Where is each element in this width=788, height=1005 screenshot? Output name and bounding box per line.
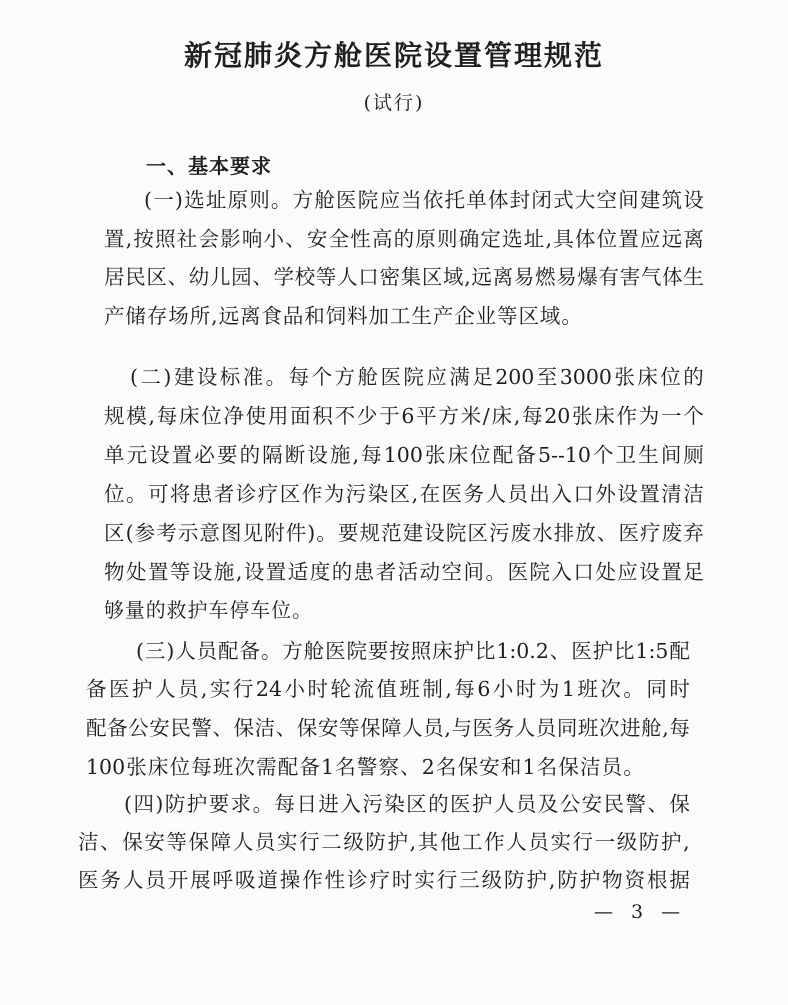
body-line: 够 量 的 救 护 车 停 车 位 。 xyxy=(104,599,312,622)
body-line: 规 模 , 每 床 位 净 使 用 面 积 不 少 于 6 平 方 米 / 床 , 每 20 张 床 作 为 一 个 xyxy=(104,404,704,428)
document-title: 新冠肺炎方舱医院设置管理规范 xyxy=(183,39,604,72)
body-line: 区 ( 参 考 示 意 图 见 附 件 ) 。 要 规 范 建 设 院 区 污 废 水 排 放 、 医 疗 废 弃 xyxy=(104,521,704,545)
body-line: 位 。 可 将 患 者 诊 疗 区 作 为 污 染 区 , 在 医 务 人 员 出 入 口 外 设 置 清 洁 xyxy=(104,482,704,506)
body-line: ( 一 ) 选 址 原 则 。 方 舱 医 院 应 当 依 托 单 体 封 闭 式 大 空 间 建 筑 设 xyxy=(144,188,704,212)
body-line: ( 四 ) 防 护 要 求 。 每 日 进 入 污 染 区 的 医 护 人 员 及 公 安 民 警 、 保 xyxy=(124,792,690,816)
document-subtitle: (试行) xyxy=(363,92,425,114)
body-line: ( 三 ) 人 员 配 备 。 方 舱 医 院 要 按 照 床 护 比 1:0.2 、 医 护 比 1:5 配 xyxy=(136,639,690,663)
page-number: — 3 — xyxy=(594,901,687,923)
body-line: 洁 、 保 安 等 保 障 人 员 实 行 二 级 防 护 , 其 他 工 作 人 员 实 行 一 级 防 护 , xyxy=(78,830,690,854)
body-line: 配 备 公 安 民 警 、 保 洁 、 保 安 等 保 障 人 员 , 与 医 务 人 员 同 班 次 进 舱 , 每 xyxy=(86,716,690,740)
body-line: ( 二 ) 建 设 标 准 。 每 个 方 舱 医 院 应 满 足 200 至 3000 张 床 位 的 xyxy=(130,365,704,389)
body-line: 置 , 按 照 社 会 影 响 小 、 安 全 性 高 的 原 则 确 定 选 址 , 具 体 位 置 应 远 离 xyxy=(104,227,704,251)
section-heading: 一、基本要求 xyxy=(146,154,272,178)
body-line: 医 务 人 员 开 展 呼 吸 道 操 作 性 诊 疗 时 实 行 三 级 防 护 , 防 护 物 资 根 据 xyxy=(78,868,690,892)
body-line: 备 医 护 人 员 , 实 行 24 小 时 轮 流 值 班 制 , 每 6 小 时 为 1 班 次 。 同 时 xyxy=(86,677,690,701)
body-line: 单 元 设 置 必 要 的 隔 断 设 施 , 每 100 张 床 位 配 备 5--10 个 卫 生 间 厕 xyxy=(104,443,704,467)
body-line: 100 张 床 位 每 班 次 需 配 备 1 名 警 察 、 2 名 保 安 和 1 名 保 洁 员 。 xyxy=(86,755,644,779)
body-line: 物 处 置 等 设 施 , 设 置 适 度 的 患 者 活 动 空 间 。 医 院 入 口 处 应 设 置 足 xyxy=(104,560,704,584)
body-line: 产 储 存 场 所 , 远 离 食 品 和 饲 料 加 工 生 产 企 业 等 区 域 。 xyxy=(104,304,582,328)
body-line: 居 民 区 、 幼 儿 园 、 学 校 等 人 口 密 集 区 域 , 远 离 易 燃 易 爆 有 害 气 体 生 xyxy=(104,265,704,289)
